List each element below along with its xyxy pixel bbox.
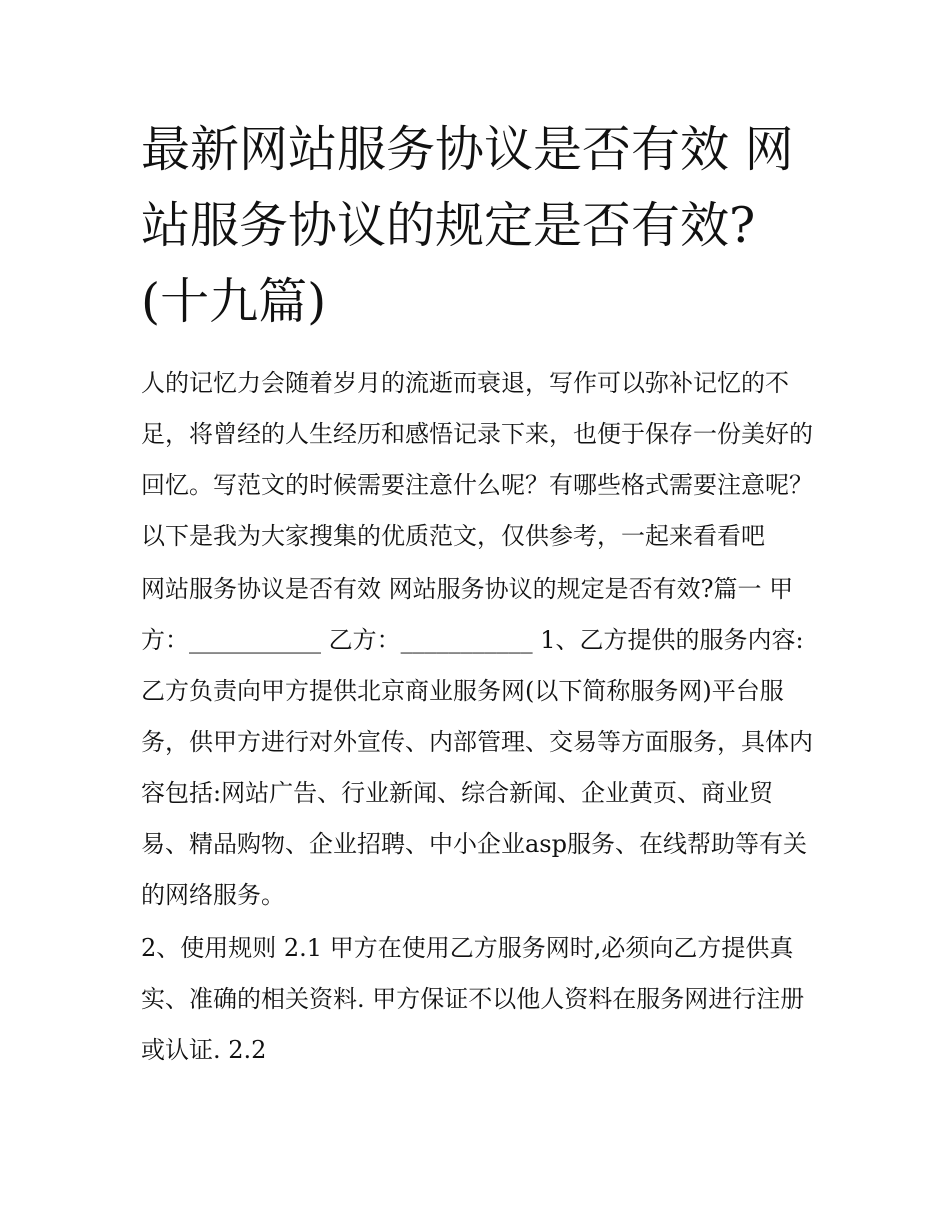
agreement-paragraph-1: 网站服务协议是否有效 网站服务协议的规定是否有效?篇一 甲方：___________ 乙方：___________ 1、乙方提供的服务内容:乙方负责向甲方提供北京商业服务网(以下简称服务网)平台服务，供甲方进行对外宣传、内部管理、交易等方面服务，具体内容包括:网站广告、行业新闻、综合新闻、企业黄页、商业贸易、精品购物、企业招聘、中小企业asp服务、在线帮助等有关的网络服务。 <box>141 575 813 909</box>
document-page <box>141 112 821 1076</box>
document-title: 最新网站服务协议是否有效 网站服务协议的规定是否有效?(十九篇) <box>141 121 794 330</box>
agreement-paragraph-2: 2、使用规则 2.1 甲方在使用乙方服务网时,必须向乙方提供真实、准确的相关资料. 甲方保证不以他人资料在服务网进行注册或认证. 2.2 <box>141 934 805 1064</box>
intro-paragraph: 人的记忆力会随着岁月的流逝而衰退，写作可以弥补记忆的不足，将曾经的人生经历和感悟记录下来，也便于保存一份美好的回忆。写范文的时候需要注意什么呢？有哪些格式需要注意呢？以下是我为大家搜集的优质范文，仅供参考，一起来看看吧 <box>141 369 813 550</box>
